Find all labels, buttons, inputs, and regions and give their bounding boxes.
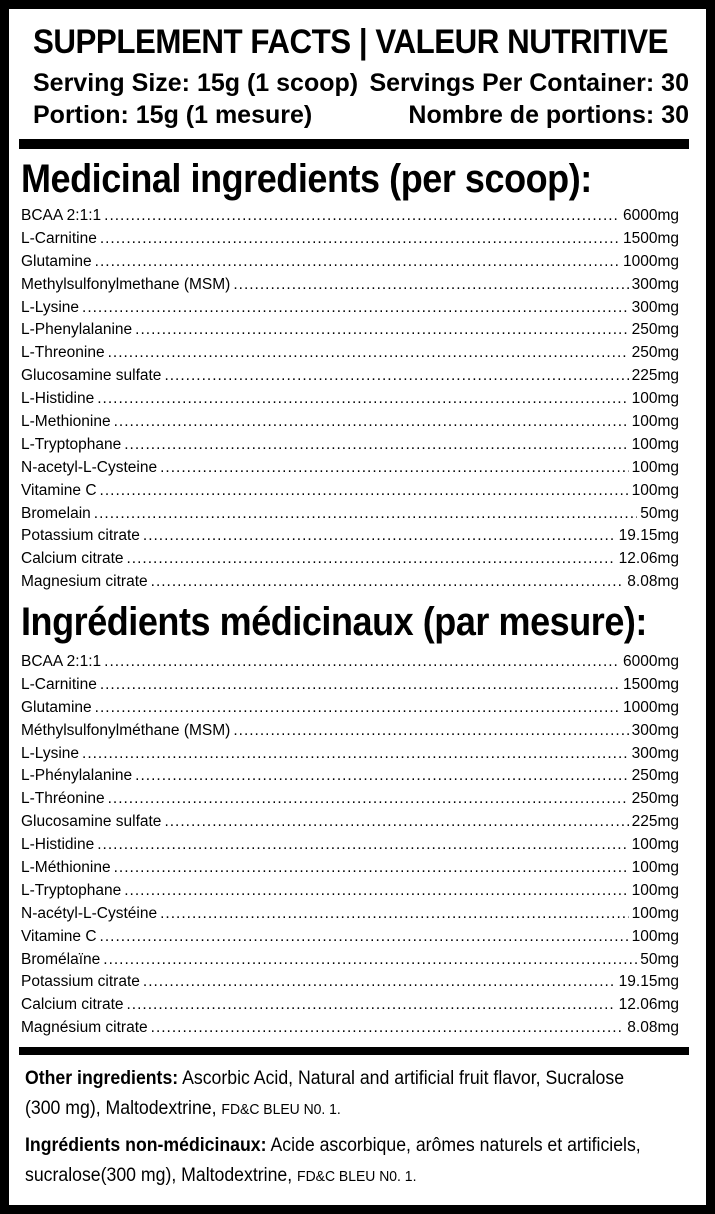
dot-leader <box>151 1017 625 1040</box>
ingredient-amount: 100mg <box>631 881 679 899</box>
ingredient-name: L-Threonine <box>21 344 105 362</box>
ingredient-row <box>21 297 679 320</box>
ingredient-name: L-Méthionine <box>21 859 111 877</box>
ingredient-amount: 225mg <box>631 813 679 831</box>
ingredient-name: L-Thréonine <box>21 790 105 808</box>
ingredient-name: BCAA 2:1:1 <box>21 207 102 224</box>
dot-leader <box>104 205 620 228</box>
ingredient-amount: 100mg <box>631 859 679 877</box>
dot-leader <box>114 411 629 434</box>
ingredient-name: Méthylsulfonylméthane (MSM) <box>21 721 231 739</box>
divider-top <box>19 139 689 149</box>
dot-leader <box>100 926 629 949</box>
ingredient-name: BCAA 2:1:1 <box>21 653 102 670</box>
ingredient-amount: 100mg <box>631 390 679 408</box>
serving-row-en <box>33 69 689 98</box>
ingredient-name: Calcium citrate <box>21 550 124 568</box>
dot-leader <box>143 525 616 548</box>
ingredient-name: Vitamine C <box>21 927 97 945</box>
dot-leader <box>100 674 620 697</box>
ingredient-name: L-Lysine <box>21 298 80 316</box>
ingredient-row <box>21 571 679 594</box>
dot-leader <box>135 765 628 788</box>
ingredient-row <box>21 342 679 365</box>
ingredient-amount: 50mg <box>640 950 679 968</box>
ingredient-name: Glucosamine sulfate <box>21 813 162 831</box>
dot-leader <box>108 342 629 365</box>
ingredient-amount: 50mg <box>640 504 679 522</box>
ingredient-amount: 1500mg <box>622 229 679 247</box>
ingredient-row <box>21 903 679 926</box>
ingredient-row <box>21 274 679 297</box>
ingredient-row <box>21 994 679 1017</box>
ingredient-row <box>21 857 679 880</box>
ingredient-row <box>21 697 679 720</box>
ingredient-row <box>21 205 679 228</box>
ingredient-row <box>21 971 679 994</box>
portion: Portion: 15g (1 mesure) <box>33 101 313 129</box>
dot-leader <box>164 365 628 388</box>
ingredient-amount: 6000mg <box>622 653 679 670</box>
other-ingredients-en <box>25 1064 643 1125</box>
dot-leader <box>104 651 620 674</box>
other-ingredients-fr <box>25 1131 643 1192</box>
non-medicinal-label: Ingrédients non-médicinaux: <box>25 1135 267 1156</box>
dot-leader <box>114 857 629 880</box>
ingredient-name: Glutamine <box>21 698 92 716</box>
ingredient-name: L-Phenylalanine <box>21 321 133 339</box>
ingredient-name: Magnesium citrate <box>21 573 148 591</box>
dot-leader <box>100 480 629 503</box>
ingredient-amount: 1000mg <box>622 252 679 270</box>
ingredient-name: Bromelain <box>21 504 91 522</box>
ingredient-row <box>21 228 679 251</box>
ingredient-amount: 300mg <box>631 298 679 316</box>
ingredient-row <box>21 926 679 949</box>
medicinal-ingredients-title-fr: Ingrédients médicinaux (par mesure): <box>21 600 647 644</box>
ingredient-row <box>21 525 679 548</box>
medicinal-ingredients-list-en <box>21 205 679 594</box>
ingredient-name: Potassium citrate <box>21 527 140 545</box>
ingredient-amount: 100mg <box>631 481 679 499</box>
supplement-facts-label <box>9 9 706 1205</box>
other-ingredients-text: Ascorbic Acid, Natural and artificial fruit flavor, Sucralose (300 mg), Maltodextrine, <box>25 1068 625 1119</box>
dot-leader <box>127 548 616 571</box>
ingredient-name: Bromélaïne <box>21 950 101 968</box>
non-medicinal-color: FD&C BLEU N0. 1. <box>297 1168 417 1185</box>
dot-leader <box>124 434 628 457</box>
ingredient-name: N-acetyl-L-Cysteine <box>21 458 158 476</box>
dot-leader <box>97 388 628 411</box>
dot-leader <box>160 903 628 926</box>
ingredient-name: L-Tryptophane <box>21 881 122 899</box>
ingredient-amount: 12.06mg <box>618 550 679 568</box>
ingredient-row <box>21 388 679 411</box>
ingredient-name: L-Carnitine <box>21 675 97 693</box>
ingredient-name: N-acétyl-L-Cystéine <box>21 904 158 922</box>
ingredient-row <box>21 434 679 457</box>
ingredient-row <box>21 949 679 972</box>
ingredient-amount: 19.15mg <box>618 973 679 991</box>
ingredient-name: L-Lysine <box>21 744 80 762</box>
ingredient-name: L-Histidine <box>21 836 95 854</box>
ingredient-row <box>21 720 679 743</box>
serving-size: Serving Size: 15g (1 scoop) <box>33 69 359 97</box>
ingredient-row <box>21 811 679 834</box>
ingredient-amount: 300mg <box>631 744 679 762</box>
ingredient-name: Glutamine <box>21 252 92 270</box>
ingredient-amount: 100mg <box>631 413 679 431</box>
ingredient-amount: 250mg <box>631 344 679 362</box>
dot-leader <box>94 503 637 526</box>
ingredient-row <box>21 503 679 526</box>
dot-leader <box>233 720 628 743</box>
ingredient-row <box>21 1017 679 1040</box>
dot-leader <box>127 994 616 1017</box>
ingredient-amount: 8.08mg <box>627 1019 679 1037</box>
label-title: SUPPLEMENT FACTS | VALEUR NUTRITIVE <box>33 23 669 61</box>
divider-bottom <box>19 1047 689 1055</box>
ingredient-name: L-Tryptophane <box>21 435 122 453</box>
dot-leader <box>135 319 628 342</box>
dot-leader <box>143 971 616 994</box>
ingredient-row <box>21 251 679 274</box>
medicinal-ingredients-list-fr <box>21 651 679 1040</box>
other-ingredients-color: FD&C BLEU N0. 1. <box>221 1101 341 1118</box>
ingredient-amount: 300mg <box>631 721 679 739</box>
ingredient-amount: 1000mg <box>622 698 679 716</box>
ingredient-name: Potassium citrate <box>21 973 140 991</box>
dot-leader <box>151 571 625 594</box>
dot-leader <box>95 697 620 720</box>
nombre-de-portions: Nombre de portions: 30 <box>408 101 689 129</box>
dot-leader <box>233 274 628 297</box>
ingredient-name: L-Carnitine <box>21 229 97 247</box>
non-medicinal-text: Acide ascorbique, arômes naturels et artificiels, sucralose(300 mg), Maltodextrine, <box>25 1135 641 1186</box>
ingredient-amount: 12.06mg <box>618 996 679 1014</box>
ingredient-amount: 6000mg <box>622 207 679 224</box>
ingredient-row <box>21 480 679 503</box>
ingredient-row <box>21 457 679 480</box>
ingredient-name: Glucosamine sulfate <box>21 367 162 385</box>
ingredient-name: Vitamine C <box>21 481 97 499</box>
ingredient-row <box>21 548 679 571</box>
ingredient-name: L-Histidine <box>21 390 95 408</box>
ingredient-name: L-Phénylalanine <box>21 767 133 785</box>
ingredient-amount: 1500mg <box>622 675 679 693</box>
ingredient-amount: 100mg <box>631 927 679 945</box>
dot-leader <box>100 228 620 251</box>
other-ingredients-label: Other ingredients: <box>25 1068 179 1089</box>
ingredient-amount: 100mg <box>631 904 679 922</box>
ingredient-amount: 250mg <box>631 790 679 808</box>
ingredient-row <box>21 765 679 788</box>
serving-row-fr <box>33 101 689 130</box>
ingredient-row <box>21 788 679 811</box>
dot-leader <box>164 811 628 834</box>
ingredient-amount: 100mg <box>631 435 679 453</box>
ingredient-amount: 19.15mg <box>618 527 679 545</box>
ingredient-row <box>21 651 679 674</box>
ingredient-amount: 250mg <box>631 321 679 339</box>
ingredient-row <box>21 411 679 434</box>
dot-leader <box>97 834 628 857</box>
ingredient-name: Methylsulfonylmethane (MSM) <box>21 275 231 293</box>
ingredient-name: Magnésium citrate <box>21 1019 148 1037</box>
ingredient-amount: 100mg <box>631 836 679 854</box>
ingredient-row <box>21 880 679 903</box>
ingredient-row <box>21 365 679 388</box>
ingredient-amount: 100mg <box>631 458 679 476</box>
ingredient-row <box>21 319 679 342</box>
ingredient-row <box>21 674 679 697</box>
ingredient-row <box>21 743 679 766</box>
dot-leader <box>103 949 637 972</box>
dot-leader <box>108 788 629 811</box>
ingredient-amount: 225mg <box>631 367 679 385</box>
medicinal-ingredients-title-en: Medicinal ingredients (per scoop): <box>21 157 592 201</box>
ingredient-amount: 8.08mg <box>627 573 679 591</box>
dot-leader <box>82 297 629 320</box>
dot-leader <box>124 880 628 903</box>
ingredient-name: Calcium citrate <box>21 996 124 1014</box>
ingredient-amount: 300mg <box>631 275 679 293</box>
servings-per-container: Servings Per Container: 30 <box>369 69 689 97</box>
ingredient-row <box>21 834 679 857</box>
ingredient-amount: 250mg <box>631 767 679 785</box>
dot-leader <box>95 251 620 274</box>
dot-leader <box>160 457 628 480</box>
dot-leader <box>82 743 629 766</box>
ingredient-name: L-Methionine <box>21 413 111 431</box>
